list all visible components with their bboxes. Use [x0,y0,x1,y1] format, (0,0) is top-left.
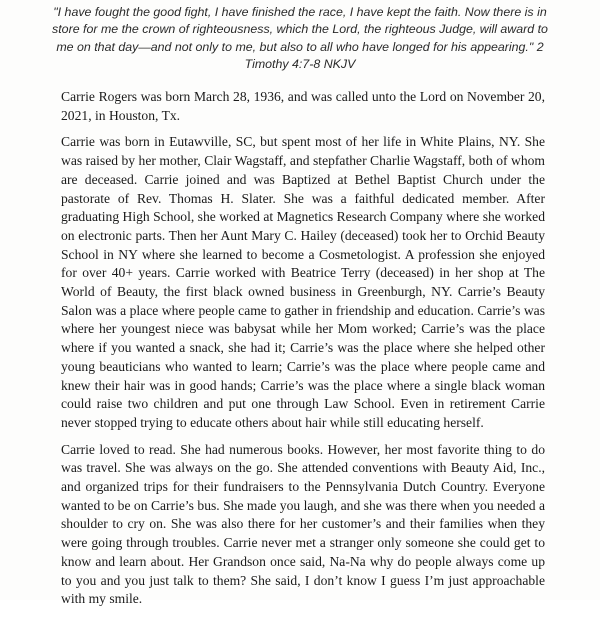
scripture-quote: "I have fought the good fight, I have finished the race, I have kept the faith. Now there is in store for me the crown of righteousness, which the Lord, the righteous Judge, will award to me on that day—and not only to me, but also to all who have longed for his appearing." 2 Timothy 4:7-8 NKJV [52,5,548,72]
obituary-body [61,88,545,617]
paragraph-interests: Carrie loved to read. She had numerous books. However, her most favorite thing to do was travel. She was always on the go. She attended conventions with Beauty Aid, Inc., and organized trips for their fundraisers to the Pennsylvania Dutch Country. Everyone wanted to be on Carrie’s bus. She made you laugh, and she was there when you needed a shoulder to cry on. She was also there for her customer’s and their families when they were going through troubles. Carrie never met a stranger only someone she could get to know and learn about. Her Grandson once said, Na-Na why do people always come up to you and you just talk to them? She said, I don’t know I guess I’m just approachable with my smile. [61,441,545,607]
paragraph-birth-death: Carrie Rogers was born March 28, 1936, and was called unto the Lord on November 20, 2021, in Houston, Tx. [61,89,545,123]
paragraph-life-career: Carrie was born in Eutawville, SC, but spent most of her life in White Plains, NY. She was raised by her mother, Clair Wagstaff, and stepfather Charlie Wagstaff, both of whom are deceased. Carrie joined and was Baptized at Bethel Baptist Church under the pastorate of Rev. Thomas H. Slater. She was a faithful dedicated member. After graduating High School, she worked at Magnetics Research Company where she worked on electronic parts. Then her Aunt Mary C. Hailey (deceased) took her to Orchid Beauty School in NY where she learned to become a Cosmetologist. A profession she enjoyed for over 40+ years. Carrie worked with Beatrice Terry (deceased) in her shop at The World of Beauty, the first black owned business in Greenburgh, NY. Carrie’s Beauty Salon was a place where people came to gather in friendship and education. Carrie’s was where her youngest niece was babysat while her Mom worked; Carrie’s was the place where if you wanted a snack, she had it; Carrie’s was the place where she helped other young beauticians who wanted to learn; Carrie’s was the place where people came and knew their hair was in good hands; Carrie’s was the place where a single black woman could raise two children and put one through Law School. Even in retirement Carrie never stopped trying to educate others about hair while still educating herself. [61,134,545,430]
